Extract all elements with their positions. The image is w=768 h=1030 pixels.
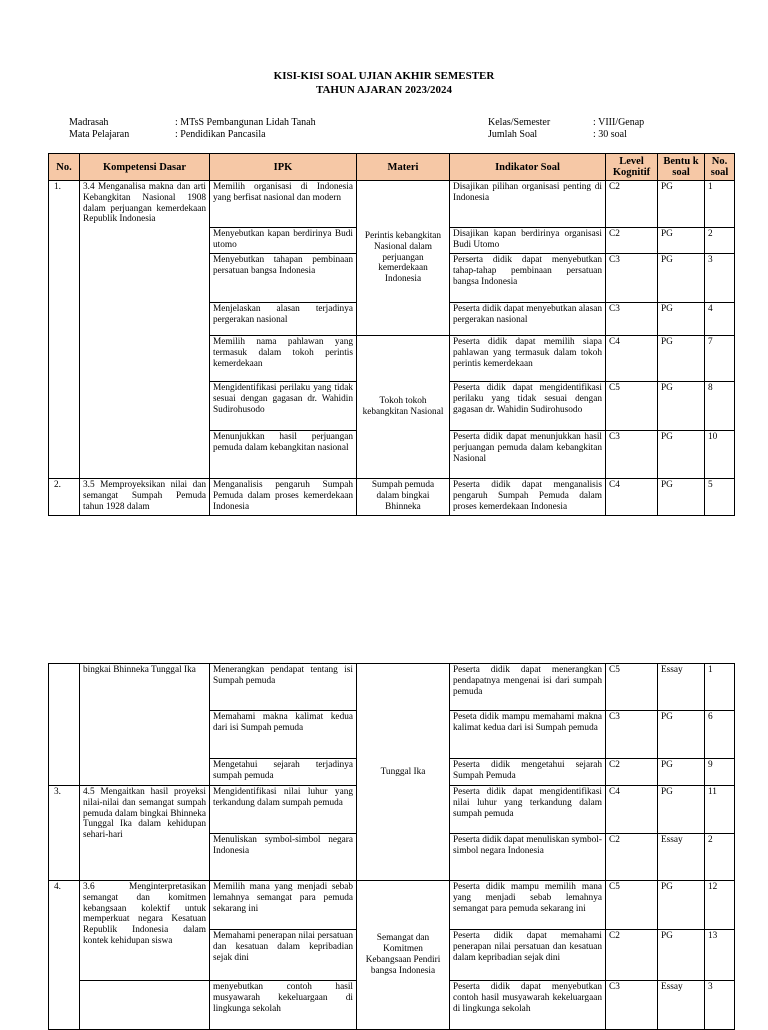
kompetensi-dasar-empty: [80, 981, 210, 1030]
ipk-cell: Memahami penerapan nilai persatuan dan kesatuan dalam kepribadian sejak dini: [210, 930, 357, 981]
ipk-cell: Menerangkan pendapat tentang isi Sumpah pemuda: [210, 664, 357, 711]
level-cell: C3: [606, 981, 658, 1030]
indikator-cell: Disajikan kapan berdirinya organisasi Budi Utomo: [450, 228, 606, 254]
table-row: [49, 181, 735, 228]
level-cell: C3: [606, 303, 658, 336]
ipk-cell: Menuliskan symbol-simbol negara Indonesia: [210, 834, 357, 881]
materi-cell: Tunggal Ika: [357, 664, 450, 881]
ipk-cell: Menganalisis pengaruh Sumpah Pemuda dalam proses kemerdekaan Indonesia: [210, 479, 357, 516]
bentuk-cell: PG: [658, 431, 705, 479]
madrasah-value: : MTsS Pembangunan Lidah Tanah: [175, 117, 316, 128]
jumlah-label: Jumlah Soal: [488, 129, 538, 140]
level-cell: C2: [606, 834, 658, 881]
bentuk-cell: Essay: [658, 664, 705, 711]
mapel-label: Mata Pelajaran: [69, 129, 130, 140]
indikator-cell: Peserta didik dapat memilih siapa pahlawan yang termasuk dalam tokoh perintis kemerdekaan: [450, 336, 606, 382]
bentuk-cell: PG: [658, 254, 705, 303]
row-number: 3.: [49, 786, 80, 881]
bentuk-cell: PG: [658, 711, 705, 759]
col-header-kd: Kompetensi Dasar: [80, 154, 210, 181]
nosoal-cell: 4: [705, 303, 735, 336]
indikator-cell: Peserta didik dapat menyebutkan contoh hasil musyawarah kekeluargaan di lingkunga sekolah: [450, 981, 606, 1030]
row-number: 1.: [49, 181, 80, 479]
table-row: [49, 479, 735, 516]
bentuk-cell: PG: [658, 181, 705, 228]
level-cell: C3: [606, 711, 658, 759]
kompetensi-dasar: bingkai Bhinneka Tunggal Ika: [80, 664, 210, 786]
row-number: 4.: [49, 881, 80, 1030]
level-cell: C2: [606, 759, 658, 786]
nosoal-cell: 2: [705, 228, 735, 254]
jumlah-value: : 30 soal: [593, 129, 627, 140]
indikator-cell: Peserta didik dapat menuliskan symbol-simbol negara Indonesia: [450, 834, 606, 881]
indikator-cell: Peserta didik dapat menganalisis pengaruh Sumpah Pemuda dalam proses kemerdekaan Indonesia: [450, 479, 606, 516]
bentuk-cell: PG: [658, 881, 705, 930]
nosoal-cell: 5: [705, 479, 735, 516]
nosoal-cell: 6: [705, 711, 735, 759]
ipk-cell: menyebutkan contoh hasil musyawarah kekeluargaan di lingkunga sekolah: [210, 981, 357, 1030]
ipk-cell: Menjelaskan alasan terjadinya pergerakan nasional: [210, 303, 357, 336]
madrasah-label: Madrasah: [69, 117, 109, 128]
kelas-label: Kelas/Semester: [488, 117, 551, 128]
level-cell: C2: [606, 228, 658, 254]
level-cell: C2: [606, 930, 658, 981]
col-header-ipk: IPK: [210, 154, 357, 181]
materi-cell: Sumpah pemuda dalam bingkai Bhinneka: [357, 479, 450, 516]
ipk-cell: Mengidentifikasi nilai luhur yang terkandung dalam sumpah pemuda: [210, 786, 357, 834]
nosoal-cell: 11: [705, 786, 735, 834]
ipk-cell: Mengidentifikasi perilaku yang tidak sesuai dengan gagasan dr. Wahidin Sudirohusodo: [210, 382, 357, 431]
bentuk-cell: PG: [658, 759, 705, 786]
bentuk-cell: PG: [658, 382, 705, 431]
nosoal-cell: 7: [705, 336, 735, 382]
indikator-cell: Disajikan pilihan organisasi penting di Indonesia: [450, 181, 606, 228]
ipk-cell: Memilih mana yang menjadi sebab lemahnya semangat para pemuda sekarang ini: [210, 881, 357, 930]
level-cell: C5: [606, 382, 658, 431]
nosoal-cell: 8: [705, 382, 735, 431]
col-header-level: Level Kognitif: [606, 154, 658, 181]
nosoal-cell: 1: [705, 181, 735, 228]
nosoal-cell: 2: [705, 834, 735, 881]
table-row: [49, 881, 735, 930]
col-header-nosoal: No. soal: [705, 154, 735, 181]
indikator-cell: Peserta didik dapat mengidentifikasi perilaku yang tidak sesuai dengan gagasan dr. Wahidin Sudirohusodo: [450, 382, 606, 431]
col-header-indikator: Indikator Soal: [450, 154, 606, 181]
ipk-cell: Menyebutkan kapan berdirinya Budi utomo: [210, 228, 357, 254]
ipk-cell: Memahami makna kalimat kedua dari isi Sumpah pemuda: [210, 711, 357, 759]
nosoal-cell: 3: [705, 254, 735, 303]
kompetensi-dasar: 3.6 Menginterpretasikan semangat dan komitmen kebangsaan kolektif untuk memperkuat negara Kesatuan Republik Indonesia dalam kontek kehidupan siswa: [80, 881, 210, 981]
indikator-cell: Peserta didik dapat menerangkan pendapatnya mengenai isi dari sumpah pemuda: [450, 664, 606, 711]
level-cell: C4: [606, 336, 658, 382]
indikator-cell: Peserta didik dapat mengidentifikasi nilai luhur yang terkandung dalam sumpah pemuda: [450, 786, 606, 834]
level-cell: C5: [606, 664, 658, 711]
bentuk-cell: PG: [658, 228, 705, 254]
mapel-value: : Pendidikan Pancasila: [175, 129, 266, 140]
nosoal-cell: 9: [705, 759, 735, 786]
kisi-table-page-1: [48, 153, 735, 516]
ipk-cell: Memilih nama pahlawan yang termasuk dalam tokoh perintis kemerdekaan: [210, 336, 357, 382]
row-number-empty: [49, 664, 80, 786]
bentuk-cell: PG: [658, 786, 705, 834]
document-subtitle: TAHUN AJARAN 2023/2024: [315, 84, 453, 96]
indikator-cell: Peserta didik mengetahui sejarah Sumpah Pemuda: [450, 759, 606, 786]
kompetensi-dasar: 3.4 Menganalisa makna dan arti Kebangkitan Nasional 1908 dalam perjuangan kemerdekaan Republik Indonesia: [80, 181, 210, 479]
indikator-cell: Peserta didik mampu memilih mana yang menjadi sebab lemahnya semangat para pemuda sekarang ini: [450, 881, 606, 930]
bentuk-cell: PG: [658, 930, 705, 981]
kisi-table-page-2: [48, 663, 735, 1030]
nosoal-cell: 10: [705, 431, 735, 479]
level-cell: C4: [606, 479, 658, 516]
nosoal-cell: 3: [705, 981, 735, 1030]
indikator-cell: Peserta didik dapat menyebutkan alasan pergerakan nasional: [450, 303, 606, 336]
ipk-cell: Memilih organisasi di Indonesia yang berfisat nasional dan modern: [210, 181, 357, 228]
col-header-materi: Materi: [357, 154, 450, 181]
kompetensi-dasar: 4.5 Mengaitkan hasil proyeksi nilai-nilai dan semangat sumpah pemuda dalam bingkai Bhinneka Tunggal Ika dalam kehidupan sehari-hari: [80, 786, 210, 881]
ipk-cell: Menyebutkan tahapan pembinaan persatuan bangsa Indonesia: [210, 254, 357, 303]
table-header-row: [49, 154, 735, 181]
bentuk-cell: PG: [658, 479, 705, 516]
materi-cell: Tokoh tokoh kebangkitan Nasional: [357, 336, 450, 479]
indikator-cell: Peserta didik dapat menunjukkan hasil perjuangan pemuda dalam kebangkitan Nasional: [450, 431, 606, 479]
bentuk-cell: Essay: [658, 834, 705, 881]
materi-cell: Semangat dan Komitmen Kebangsaan Pendiri bangsa Indonesia: [357, 881, 450, 1030]
level-cell: C5: [606, 881, 658, 930]
nosoal-cell: 12: [705, 881, 735, 930]
ipk-cell: Menunjukkan hasil perjuangan pemuda dalam kebangkitan nasional: [210, 431, 357, 479]
bentuk-cell: PG: [658, 336, 705, 382]
document-title: KISI-KISI SOAL UJIAN AKHIR SEMESTER: [273, 70, 495, 82]
indikator-cell: Perserta didik dapat menyebutkan tahap-tahap pembinaan persatuan bangsa Indonesia: [450, 254, 606, 303]
bentuk-cell: PG: [658, 303, 705, 336]
col-header-no: No.: [49, 154, 80, 181]
ipk-cell: Mengetahui sejarah terjadinya sumpah pemuda: [210, 759, 357, 786]
nosoal-cell: 13: [705, 930, 735, 981]
table-row: [49, 664, 735, 711]
nosoal-cell: 1: [705, 664, 735, 711]
materi-cell: Perintis kebangkitan Nasional dalam perjuangan kemerdekaan Indonesia: [357, 181, 450, 336]
indikator-cell: Peseta didik mampu memahami makna kalimat kedua dari isi Sumpah pemuda: [450, 711, 606, 759]
row-number: 2.: [49, 479, 80, 516]
bentuk-cell: Essay: [658, 981, 705, 1030]
level-cell: C3: [606, 254, 658, 303]
level-cell: C4: [606, 786, 658, 834]
level-cell: C2: [606, 181, 658, 228]
indikator-cell: Peserta didik dapat memahami penerapan nilai persatuan dan kesatuan dalam kepribadian sejak dini: [450, 930, 606, 981]
level-cell: C3: [606, 431, 658, 479]
kelas-value: : VIII/Genap: [593, 117, 645, 128]
col-header-bentuk: Bentu k soal: [658, 154, 705, 181]
kompetensi-dasar: 3.5 Memproyeksikan nilai dan semangat Sumpah Pemuda tahun 1928 dalam: [80, 479, 210, 516]
